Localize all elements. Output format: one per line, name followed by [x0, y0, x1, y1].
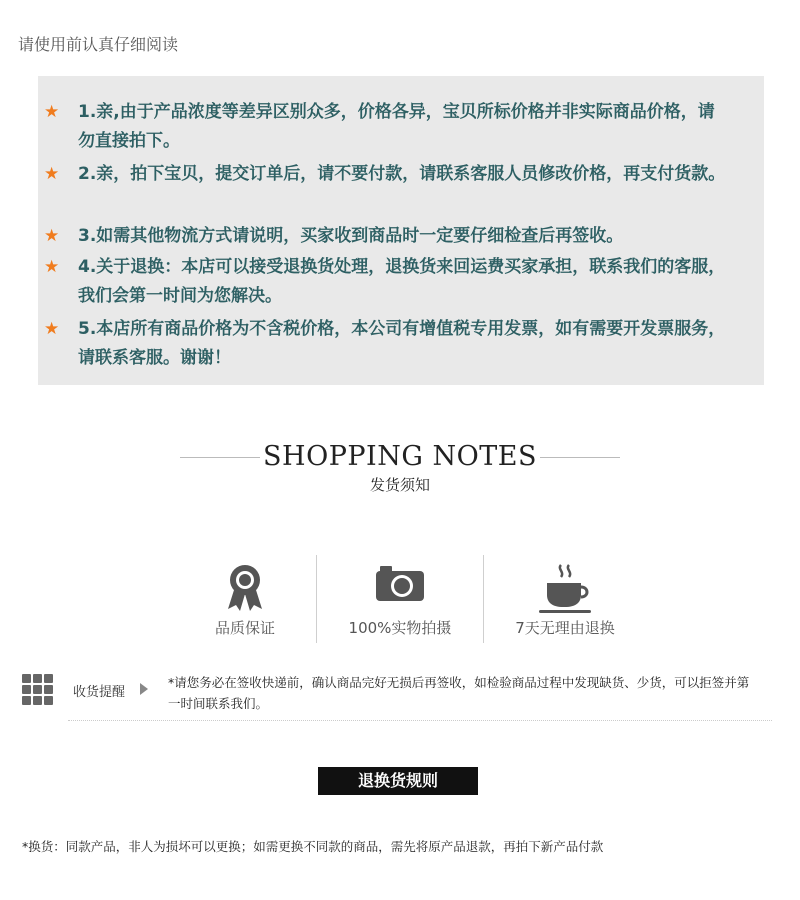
star-icon: ★ — [44, 226, 60, 246]
shopping-notes-subtitle: 发货须知 — [369, 476, 430, 494]
triangle-right-icon — [140, 683, 148, 695]
coffee-cup-icon — [535, 563, 595, 615]
note-text: 3.如需其他物流方式请说明，买家收到商品时一定要仔细检查后再签收。 — [78, 226, 624, 246]
feature-label: 100%实物拍摄 — [348, 619, 452, 637]
feature-strip — [170, 555, 630, 645]
receipt-reminder — [22, 668, 772, 728]
note-item — [44, 253, 728, 311]
feature-real-photo — [325, 555, 475, 645]
note-item — [44, 98, 728, 156]
award-ribbon-icon — [225, 563, 265, 613]
note-text: 5.本店所有商品价格为不含税价格，本公司有增值税专用发票，如有需要开发票服务，请联系客服。谢谢！ — [78, 319, 726, 368]
feature-divider — [483, 555, 484, 643]
feature-label: 品质保证 — [214, 619, 275, 637]
reminder-text: *请您务必在签收快递前，确认商品完好无损后再签收，如检验商品过程中发现缺货、少货，可以拒签并第一时间联系我们。 — [168, 675, 750, 711]
notes-box — [38, 76, 764, 385]
camera-icon — [374, 563, 426, 603]
return-rules-banner: 退换货规则 — [318, 767, 478, 795]
note-text: 2.亲，拍下宝贝，提交订单后，请不要付款，请联系客服人员修改价格，再支付货款。 — [78, 164, 726, 184]
star-icon: ★ — [44, 319, 60, 339]
page-title: 请使用前认真仔细阅读 — [18, 35, 179, 54]
grid-icon — [22, 674, 54, 706]
note-text: 1.亲,由于产品浓度等差异区别众多，价格各异，宝贝所标价格并非实际商品价格，请勿直接拍下。 — [78, 102, 715, 151]
dotted-divider — [68, 720, 772, 721]
feature-divider — [316, 555, 317, 643]
note-item — [44, 315, 728, 373]
star-icon: ★ — [44, 257, 60, 277]
exchange-note: *换货：同款产品，非人为损坏可以更换；如需更换不同款的商品，需先将原产品退款，再拍下新产品付款 — [22, 839, 604, 854]
note-text: 4.关于退换：本店可以接受退换货处理，退换货来回运费买家承担，联系我们的客服，我们会第一时间为您解决。 — [78, 257, 726, 306]
star-icon: ★ — [44, 102, 60, 122]
feature-return — [490, 555, 640, 645]
feature-quality — [170, 555, 320, 645]
star-icon: ★ — [44, 164, 60, 184]
note-item — [44, 160, 728, 189]
reminder-label: 收货提醒 — [73, 685, 126, 700]
note-item — [44, 222, 728, 251]
shopping-notes-title: SHOPPING NOTES — [263, 441, 537, 472]
feature-label: 7天无理由退换 — [515, 619, 615, 637]
